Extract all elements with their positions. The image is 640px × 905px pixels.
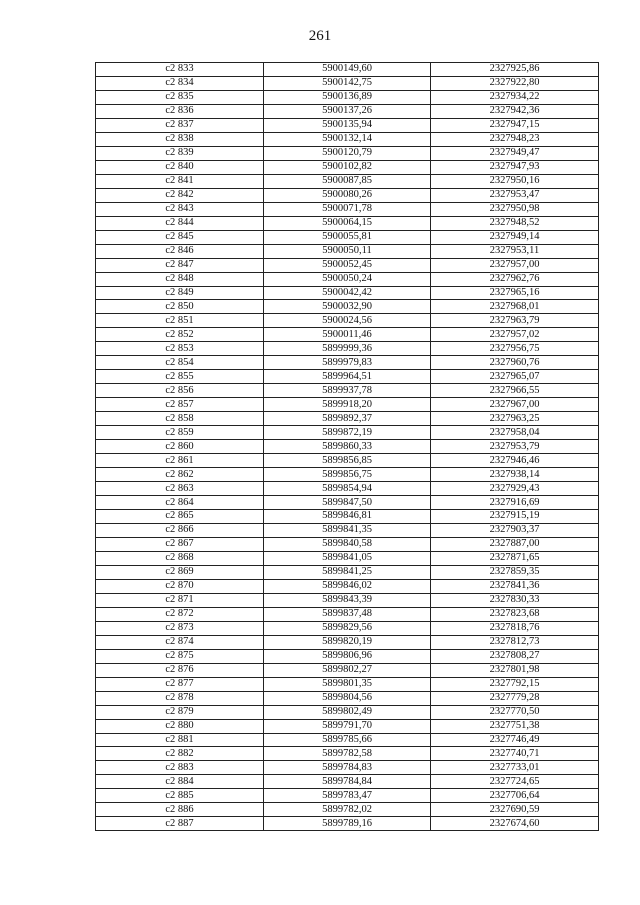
point-id-cell: с2 858 (96, 412, 264, 426)
point-id-cell: с2 837 (96, 118, 264, 132)
x-coordinate-cell: 5899964,51 (264, 370, 431, 384)
x-coordinate-cell: 5899847,50 (264, 496, 431, 510)
table-row (96, 384, 599, 398)
y-coordinate-cell: 2327949,14 (431, 230, 599, 244)
table-row (96, 551, 599, 565)
x-coordinate-cell: 5900120,79 (264, 146, 431, 160)
table-row (96, 356, 599, 370)
y-coordinate-cell: 2327925,86 (431, 63, 599, 77)
y-coordinate-cell: 2327934,22 (431, 90, 599, 104)
table-row (96, 174, 599, 188)
coordinates-table-body (96, 63, 599, 831)
x-coordinate-cell: 5899918,20 (264, 398, 431, 412)
point-id-cell: с2 862 (96, 468, 264, 482)
point-id-cell: с2 850 (96, 300, 264, 314)
table-row (96, 677, 599, 691)
table-row (96, 440, 599, 454)
point-id-cell: с2 854 (96, 356, 264, 370)
x-coordinate-cell: 5899801,35 (264, 677, 431, 691)
table-row (96, 747, 599, 761)
y-coordinate-cell: 2327841,36 (431, 579, 599, 593)
x-coordinate-cell: 5899872,19 (264, 426, 431, 440)
x-coordinate-cell: 5899892,37 (264, 412, 431, 426)
x-coordinate-cell: 5900032,90 (264, 300, 431, 314)
y-coordinate-cell: 2327916,69 (431, 496, 599, 510)
point-id-cell: с2 847 (96, 258, 264, 272)
y-coordinate-cell: 2327859,35 (431, 565, 599, 579)
table-row (96, 118, 599, 132)
x-coordinate-cell: 5899804,56 (264, 691, 431, 705)
table-row (96, 593, 599, 607)
y-coordinate-cell: 2327830,33 (431, 593, 599, 607)
table-row (96, 76, 599, 90)
x-coordinate-cell: 5899840,58 (264, 537, 431, 551)
x-coordinate-cell: 5899846,02 (264, 579, 431, 593)
table-row (96, 300, 599, 314)
table-row (96, 803, 599, 817)
y-coordinate-cell: 2327949,47 (431, 146, 599, 160)
x-coordinate-cell: 5899837,48 (264, 607, 431, 621)
table-row (96, 216, 599, 230)
point-id-cell: с2 833 (96, 63, 264, 77)
x-coordinate-cell: 5899846,81 (264, 510, 431, 524)
table-row (96, 579, 599, 593)
table-row (96, 565, 599, 579)
point-id-cell: с2 861 (96, 454, 264, 468)
x-coordinate-cell: 5900050,11 (264, 244, 431, 258)
point-id-cell: с2 871 (96, 593, 264, 607)
point-id-cell: с2 867 (96, 537, 264, 551)
x-coordinate-cell: 5899783,47 (264, 789, 431, 803)
x-coordinate-cell: 5899843,39 (264, 593, 431, 607)
y-coordinate-cell: 2327947,93 (431, 160, 599, 174)
y-coordinate-cell: 2327947,15 (431, 118, 599, 132)
y-coordinate-cell: 2327801,98 (431, 663, 599, 677)
point-id-cell: с2 855 (96, 370, 264, 384)
x-coordinate-cell: 5900050,24 (264, 272, 431, 286)
point-id-cell: с2 852 (96, 328, 264, 342)
x-coordinate-cell: 5900052,45 (264, 258, 431, 272)
x-coordinate-cell: 5899782,02 (264, 803, 431, 817)
x-coordinate-cell: 5899782,58 (264, 747, 431, 761)
x-coordinate-cell: 5900024,56 (264, 314, 431, 328)
y-coordinate-cell: 2327950,16 (431, 174, 599, 188)
table-row (96, 104, 599, 118)
point-id-cell: с2 885 (96, 789, 264, 803)
table-row (96, 649, 599, 663)
x-coordinate-cell: 5899856,85 (264, 454, 431, 468)
point-id-cell: с2 872 (96, 607, 264, 621)
x-coordinate-cell: 5899789,16 (264, 817, 431, 831)
point-id-cell: с2 874 (96, 635, 264, 649)
x-coordinate-cell: 5899791,70 (264, 719, 431, 733)
y-coordinate-cell: 2327963,79 (431, 314, 599, 328)
point-id-cell: с2 879 (96, 705, 264, 719)
y-coordinate-cell: 2327746,49 (431, 733, 599, 747)
x-coordinate-cell: 5899860,33 (264, 440, 431, 454)
y-coordinate-cell: 2327953,47 (431, 188, 599, 202)
y-coordinate-cell: 2327942,36 (431, 104, 599, 118)
table-row (96, 398, 599, 412)
x-coordinate-cell: 5899829,56 (264, 621, 431, 635)
y-coordinate-cell: 2327706,64 (431, 789, 599, 803)
table-row (96, 496, 599, 510)
y-coordinate-cell: 2327938,14 (431, 468, 599, 482)
table-row (96, 454, 599, 468)
table-row (96, 146, 599, 160)
y-coordinate-cell: 2327966,55 (431, 384, 599, 398)
point-id-cell: с2 835 (96, 90, 264, 104)
point-id-cell: с2 848 (96, 272, 264, 286)
point-id-cell: с2 869 (96, 565, 264, 579)
point-id-cell: с2 873 (96, 621, 264, 635)
x-coordinate-cell: 5900042,42 (264, 286, 431, 300)
y-coordinate-cell: 2327724,65 (431, 775, 599, 789)
y-coordinate-cell: 2327968,01 (431, 300, 599, 314)
x-coordinate-cell: 5899841,05 (264, 551, 431, 565)
x-coordinate-cell: 5899937,78 (264, 384, 431, 398)
y-coordinate-cell: 2327903,37 (431, 523, 599, 537)
table-row (96, 775, 599, 789)
x-coordinate-cell: 5899979,83 (264, 356, 431, 370)
table-row (96, 202, 599, 216)
point-id-cell: с2 878 (96, 691, 264, 705)
x-coordinate-cell: 5899820,19 (264, 635, 431, 649)
y-coordinate-cell: 2327812,73 (431, 635, 599, 649)
table-row (96, 328, 599, 342)
y-coordinate-cell: 2327946,46 (431, 454, 599, 468)
x-coordinate-cell: 5899802,27 (264, 663, 431, 677)
point-id-cell: с2 838 (96, 132, 264, 146)
y-coordinate-cell: 2327779,28 (431, 691, 599, 705)
y-coordinate-cell: 2327967,00 (431, 398, 599, 412)
table-row (96, 132, 599, 146)
x-coordinate-cell: 5899854,94 (264, 482, 431, 496)
table-row (96, 482, 599, 496)
table-row (96, 188, 599, 202)
table-row (96, 63, 599, 77)
x-coordinate-cell: 5899802,49 (264, 705, 431, 719)
table-row (96, 761, 599, 775)
y-coordinate-cell: 2327770,50 (431, 705, 599, 719)
point-id-cell: с2 863 (96, 482, 264, 496)
y-coordinate-cell: 2327871,65 (431, 551, 599, 565)
point-id-cell: с2 886 (96, 803, 264, 817)
table-row (96, 523, 599, 537)
y-coordinate-cell: 2327922,80 (431, 76, 599, 90)
x-coordinate-cell: 5900142,75 (264, 76, 431, 90)
table-row (96, 468, 599, 482)
x-coordinate-cell: 5899841,35 (264, 523, 431, 537)
table-row (96, 412, 599, 426)
x-coordinate-cell: 5900055,81 (264, 230, 431, 244)
y-coordinate-cell: 2327733,01 (431, 761, 599, 775)
x-coordinate-cell: 5900071,78 (264, 202, 431, 216)
point-id-cell: с2 866 (96, 523, 264, 537)
table-row (96, 314, 599, 328)
point-id-cell: с2 846 (96, 244, 264, 258)
x-coordinate-cell: 5900149,60 (264, 63, 431, 77)
y-coordinate-cell: 2327948,52 (431, 216, 599, 230)
x-coordinate-cell: 5900132,14 (264, 132, 431, 146)
table-row (96, 230, 599, 244)
table-row (96, 621, 599, 635)
x-coordinate-cell: 5900135,94 (264, 118, 431, 132)
x-coordinate-cell: 5899784,83 (264, 761, 431, 775)
table-row (96, 817, 599, 831)
table-row (96, 160, 599, 174)
y-coordinate-cell: 2327751,38 (431, 719, 599, 733)
point-id-cell: с2 876 (96, 663, 264, 677)
x-coordinate-cell: 5899999,36 (264, 342, 431, 356)
x-coordinate-cell: 5899785,66 (264, 733, 431, 747)
y-coordinate-cell: 2327958,04 (431, 426, 599, 440)
y-coordinate-cell: 2327740,71 (431, 747, 599, 761)
x-coordinate-cell: 5900064,15 (264, 216, 431, 230)
y-coordinate-cell: 2327960,76 (431, 356, 599, 370)
point-id-cell: с2 849 (96, 286, 264, 300)
y-coordinate-cell: 2327956,75 (431, 342, 599, 356)
x-coordinate-cell: 5900087,85 (264, 174, 431, 188)
point-id-cell: с2 841 (96, 174, 264, 188)
point-id-cell: с2 882 (96, 747, 264, 761)
point-id-cell: с2 843 (96, 202, 264, 216)
table-row (96, 537, 599, 551)
point-id-cell: с2 851 (96, 314, 264, 328)
table-row (96, 426, 599, 440)
point-id-cell: с2 864 (96, 496, 264, 510)
page-number: 261 (308, 28, 332, 44)
y-coordinate-cell: 2327962,76 (431, 272, 599, 286)
y-coordinate-cell: 2327915,19 (431, 510, 599, 524)
x-coordinate-cell: 5899806,96 (264, 649, 431, 663)
point-id-cell: с2 834 (96, 76, 264, 90)
point-id-cell: с2 881 (96, 733, 264, 747)
y-coordinate-cell: 2327674,60 (431, 817, 599, 831)
table-row (96, 342, 599, 356)
table-row (96, 691, 599, 705)
y-coordinate-cell: 2327950,98 (431, 202, 599, 216)
table-row (96, 286, 599, 300)
table-row (96, 705, 599, 719)
table-row (96, 635, 599, 649)
y-coordinate-cell: 2327929,43 (431, 482, 599, 496)
y-coordinate-cell: 2327965,07 (431, 370, 599, 384)
y-coordinate-cell: 2327887,00 (431, 537, 599, 551)
point-id-cell: с2 845 (96, 230, 264, 244)
point-id-cell: с2 853 (96, 342, 264, 356)
point-id-cell: с2 870 (96, 579, 264, 593)
point-id-cell: с2 877 (96, 677, 264, 691)
x-coordinate-cell: 5899784,84 (264, 775, 431, 789)
point-id-cell: с2 842 (96, 188, 264, 202)
table-row (96, 90, 599, 104)
y-coordinate-cell: 2327808,27 (431, 649, 599, 663)
point-id-cell: с2 857 (96, 398, 264, 412)
x-coordinate-cell: 5900011,46 (264, 328, 431, 342)
point-id-cell: с2 860 (96, 440, 264, 454)
x-coordinate-cell: 5900102,82 (264, 160, 431, 174)
table-row (96, 663, 599, 677)
y-coordinate-cell: 2327823,68 (431, 607, 599, 621)
x-coordinate-cell: 5900137,26 (264, 104, 431, 118)
table-row (96, 244, 599, 258)
y-coordinate-cell: 2327965,16 (431, 286, 599, 300)
point-id-cell: с2 883 (96, 761, 264, 775)
table-row (96, 733, 599, 747)
point-id-cell: с2 856 (96, 384, 264, 398)
table-row (96, 789, 599, 803)
point-id-cell: с2 839 (96, 146, 264, 160)
point-id-cell: с2 880 (96, 719, 264, 733)
y-coordinate-cell: 2327818,76 (431, 621, 599, 635)
y-coordinate-cell: 2327963,25 (431, 412, 599, 426)
x-coordinate-cell: 5899856,75 (264, 468, 431, 482)
point-id-cell: с2 836 (96, 104, 264, 118)
point-id-cell: с2 875 (96, 649, 264, 663)
y-coordinate-cell: 2327948,23 (431, 132, 599, 146)
y-coordinate-cell: 2327957,02 (431, 328, 599, 342)
table-row (96, 719, 599, 733)
point-id-cell: с2 865 (96, 510, 264, 524)
x-coordinate-cell: 5900080,26 (264, 188, 431, 202)
y-coordinate-cell: 2327957,00 (431, 258, 599, 272)
y-coordinate-cell: 2327953,11 (431, 244, 599, 258)
table-row (96, 272, 599, 286)
y-coordinate-cell: 2327953,79 (431, 440, 599, 454)
x-coordinate-cell: 5899841,25 (264, 565, 431, 579)
point-id-cell: с2 884 (96, 775, 264, 789)
table-row (96, 370, 599, 384)
x-coordinate-cell: 5900136,89 (264, 90, 431, 104)
point-id-cell: с2 859 (96, 426, 264, 440)
table-row (96, 258, 599, 272)
point-id-cell: с2 840 (96, 160, 264, 174)
y-coordinate-cell: 2327792,15 (431, 677, 599, 691)
table-row (96, 607, 599, 621)
point-id-cell: с2 868 (96, 551, 264, 565)
point-id-cell: с2 887 (96, 817, 264, 831)
table-row (96, 510, 599, 524)
coordinates-table (95, 62, 599, 831)
y-coordinate-cell: 2327690,59 (431, 803, 599, 817)
point-id-cell: с2 844 (96, 216, 264, 230)
